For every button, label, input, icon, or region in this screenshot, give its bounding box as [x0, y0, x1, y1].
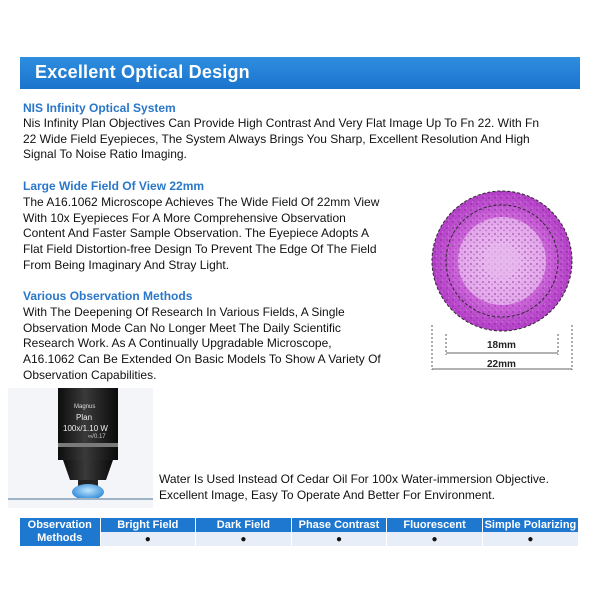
methods-label-line: Observation — [27, 519, 92, 531]
outer-diameter-label: 22mm — [487, 359, 516, 370]
column-header: Phase Contrast — [291, 518, 387, 532]
body-line: Content And Faster Sample Observation. The Eyepiece Adopts A — [23, 226, 369, 241]
column-header: Bright Field — [100, 518, 196, 532]
body-line: Research Work. As A Continually Upgradable Microscope, — [23, 336, 332, 351]
section-heading-nis: NIS Infinity Optical System — [23, 101, 176, 115]
title-banner — [20, 57, 580, 89]
body-line: A16.1062 Can Be Extended On Basic Models To Show A Variety Of — [23, 352, 381, 367]
availability-dot: ● — [482, 532, 578, 546]
note-line: Water Is Used Instead Of Cedar Oil For 100x Water-immersion Objective. — [159, 472, 549, 486]
body-line: Nis Infinity Plan Objectives Can Provide High Contrast And Very Flat Image Up To Fn 22. With Fn — [23, 116, 540, 130]
field-of-view-illustration — [428, 185, 583, 370]
section-body-nis — [23, 116, 539, 163]
column-header: Dark Field — [196, 518, 292, 532]
banner-title: Excellent Optical Design — [35, 62, 250, 82]
availability-dot: ● — [291, 532, 387, 546]
body-line: With 10x Eyepieces For A More Comprehensive Observation — [23, 210, 346, 225]
lens-spec2-text: ∞/0.17 — [88, 434, 106, 440]
methods-label-line: Methods — [37, 532, 83, 544]
section-heading-fov: Large Wide Field Of View 22mm — [23, 179, 205, 193]
availability-dot: ● — [196, 532, 292, 546]
section-body-methods — [23, 305, 381, 384]
body-line: Observation Capabilities. — [23, 367, 157, 382]
note-line: Excellent Image, Easy To Operate And Better For Environment. — [159, 487, 495, 502]
section-heading-methods: Various Observation Methods — [23, 289, 193, 303]
body-line: The A16.1062 Microscope Achieves The Wide Field Of 22mm View — [23, 195, 380, 209]
methods-label-cell — [20, 518, 100, 546]
objective-lens-image — [8, 388, 153, 508]
body-line: 22 Wide Field Eyepieces, The System Always Brings You Sharp, Excellent Resolution And High — [23, 131, 530, 146]
body-line: With The Deepening Of Research In Various Fields, A Single — [23, 305, 345, 319]
body-line: From Being Imaginary And Stray Light. — [23, 257, 230, 272]
body-line: Flat Field Distortion-free Design To Prevent The Edge Of The Field — [23, 242, 377, 257]
availability-dot: ● — [387, 532, 483, 546]
body-line: Observation Mode Can No Longer Meet The Daily Scientific — [23, 320, 341, 335]
section-body-fov — [23, 195, 379, 274]
column-header: Simple Polarizing — [482, 518, 578, 532]
body-line: Signal To Noise Ratio Imaging. — [23, 147, 187, 162]
water-immersion-note — [159, 472, 549, 503]
lens-type-text: Plan — [76, 413, 93, 422]
lens-brand-text: Magnus — [74, 404, 96, 410]
inner-diameter-label: 18mm — [487, 340, 516, 351]
observation-methods-table — [20, 518, 578, 546]
column-header: Fluorescent — [387, 518, 483, 532]
availability-dot: ● — [100, 532, 196, 546]
lens-spec-text: 100x/1.10 W — [63, 424, 108, 433]
